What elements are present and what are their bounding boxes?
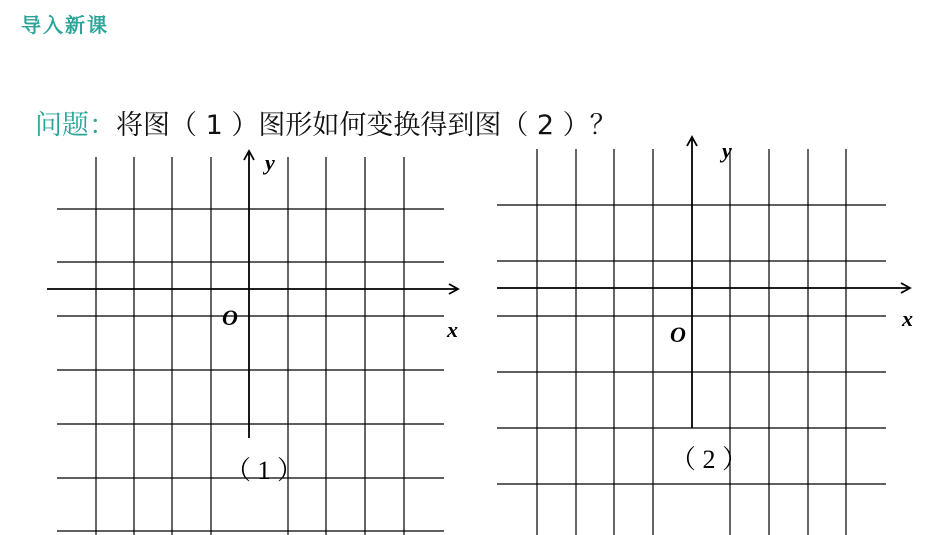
figure-1-x-label: x [447,317,458,342]
figure-2-caption: （ 2 ） [670,445,749,474]
figure-2-axes [497,137,910,428]
figure-1-caption: （ 1 ） [225,456,304,485]
figure-2-y-label: y [722,138,732,163]
figure-2-x-label: x [902,306,913,331]
question-prefix: 问题： [35,110,116,141]
figure-1-y-label: y [265,150,275,175]
question-text: 将图（ 1 ）图形如何变换得到图（ 2 ）？ [116,110,617,141]
figure-2-origin-label: O [670,322,686,347]
figure-1-origin-label: O [222,305,238,330]
section-title: 导入新课 [21,13,109,37]
